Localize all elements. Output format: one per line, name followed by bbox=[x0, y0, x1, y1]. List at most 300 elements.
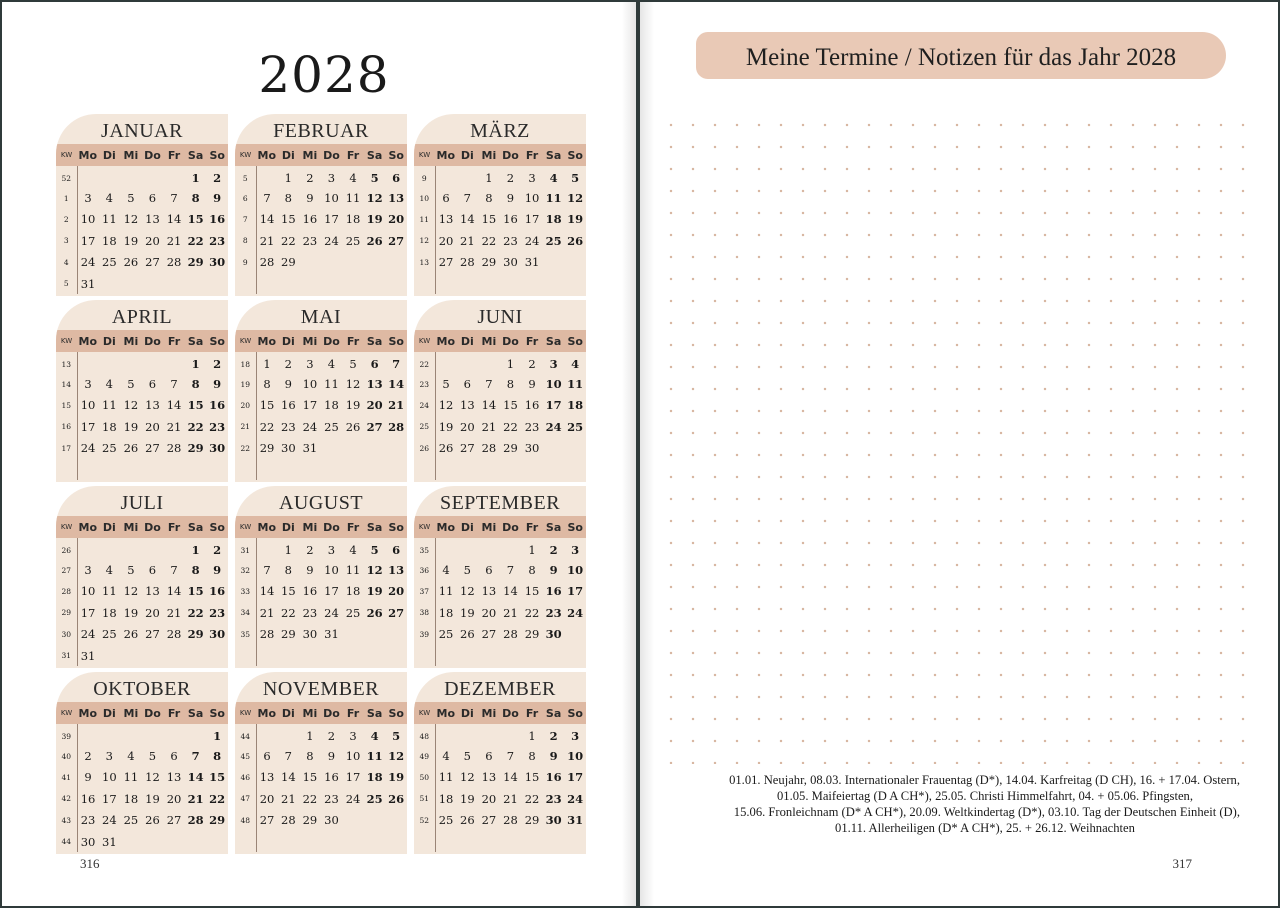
day-cell: 12 bbox=[460, 770, 475, 785]
day-cell bbox=[457, 831, 479, 852]
day-cell bbox=[120, 724, 142, 745]
day-cell: 15 bbox=[524, 584, 540, 599]
day-cell: 1 bbox=[485, 171, 493, 186]
day-cell: 26 bbox=[145, 813, 160, 828]
week-number: 7 bbox=[235, 209, 256, 230]
day-cell: 28 bbox=[503, 813, 518, 828]
day-cell: 16 bbox=[209, 398, 226, 413]
day-cell: 3 bbox=[327, 171, 336, 186]
day-cell bbox=[364, 273, 386, 294]
day-cell: 11 bbox=[438, 770, 454, 785]
day-cell: 5 bbox=[127, 377, 135, 392]
day-cell: 29 bbox=[524, 627, 540, 642]
day-cell: 19 bbox=[123, 605, 139, 620]
day-cell: 19 bbox=[460, 791, 475, 806]
week-number: 44 bbox=[235, 724, 256, 745]
day-cell: 21 bbox=[259, 233, 275, 248]
day-cell: 29 bbox=[187, 441, 204, 456]
weekday-header: Di bbox=[278, 330, 300, 352]
weekday-header: Do bbox=[500, 516, 522, 538]
day-cell: 5 bbox=[370, 171, 379, 186]
day-cell: 15 bbox=[281, 212, 296, 227]
day-cell: 24 bbox=[80, 441, 96, 456]
day-cell bbox=[364, 645, 386, 666]
day-cell: 18 bbox=[545, 212, 562, 227]
day-cell bbox=[435, 538, 457, 559]
day-cell: 1 bbox=[306, 729, 314, 744]
day-cell bbox=[185, 459, 207, 480]
week-row bbox=[235, 230, 407, 251]
day-cell bbox=[163, 273, 185, 294]
day-cell: 22 bbox=[209, 791, 226, 806]
day-cell: 10 bbox=[545, 377, 562, 392]
day-cell: 17 bbox=[324, 212, 339, 227]
day-cell: 4 bbox=[127, 749, 135, 764]
day-cell: 5 bbox=[370, 543, 379, 558]
gutter-shadow bbox=[622, 2, 636, 906]
week-row bbox=[56, 416, 228, 437]
week-row bbox=[414, 810, 586, 831]
day-cell bbox=[500, 538, 522, 559]
day-cell bbox=[342, 459, 364, 480]
week-row bbox=[56, 352, 228, 373]
kw-header: KW bbox=[235, 330, 256, 352]
day-cell bbox=[120, 831, 142, 852]
day-cell: 31 bbox=[524, 255, 540, 270]
week-row bbox=[235, 767, 407, 788]
day-cell: 1 bbox=[263, 357, 271, 372]
day-cell bbox=[299, 831, 321, 852]
day-cell: 27 bbox=[481, 627, 497, 642]
weekday-header: Do bbox=[142, 702, 164, 724]
month-table bbox=[56, 330, 228, 480]
day-cell: 8 bbox=[528, 563, 536, 578]
weekday-header: Mi bbox=[120, 330, 142, 352]
day-cell: 27 bbox=[145, 627, 160, 642]
day-cell: 15 bbox=[503, 398, 518, 413]
holiday-list bbox=[670, 772, 1240, 836]
day-cell: 4 bbox=[571, 357, 580, 372]
day-cell: 4 bbox=[442, 749, 450, 764]
week-row bbox=[235, 252, 407, 273]
week-row bbox=[56, 438, 228, 459]
day-cell bbox=[521, 645, 543, 666]
day-cell: 7 bbox=[263, 563, 271, 578]
week-number: 13 bbox=[56, 352, 77, 373]
month-name: DEZEMBER bbox=[444, 678, 556, 700]
day-cell bbox=[206, 645, 228, 666]
day-cell: 8 bbox=[528, 749, 536, 764]
day-cell: 20 bbox=[145, 233, 160, 248]
day-cell bbox=[120, 645, 142, 666]
day-cell: 11 bbox=[366, 749, 383, 764]
weekday-header: Do bbox=[321, 330, 343, 352]
day-cell: 5 bbox=[392, 729, 401, 744]
kw-header: KW bbox=[56, 702, 77, 724]
week-number: 42 bbox=[56, 788, 77, 809]
day-cell: 7 bbox=[506, 563, 515, 578]
day-cell: 24 bbox=[345, 791, 361, 806]
weekday-header: Mo bbox=[77, 144, 99, 166]
day-cell: 17 bbox=[324, 584, 339, 599]
day-cell: 18 bbox=[324, 398, 339, 413]
day-cell: 18 bbox=[567, 398, 584, 413]
weekday-header: Mi bbox=[299, 516, 321, 538]
week-row bbox=[56, 624, 228, 645]
kw-header: KW bbox=[414, 516, 435, 538]
day-cell: 11 bbox=[567, 377, 584, 392]
week-row bbox=[414, 166, 586, 187]
day-cell: 13 bbox=[366, 377, 383, 392]
day-cell: 21 bbox=[388, 398, 405, 413]
day-cell: 13 bbox=[145, 584, 160, 599]
day-cell bbox=[278, 273, 300, 294]
week-number: 40 bbox=[56, 745, 77, 766]
day-cell: 28 bbox=[166, 441, 182, 456]
day-cell bbox=[256, 831, 278, 852]
month-grid bbox=[56, 114, 586, 854]
day-cell: 28 bbox=[166, 255, 182, 270]
day-cell: 3 bbox=[84, 191, 92, 206]
day-cell bbox=[457, 273, 479, 294]
weekday-header: Di bbox=[99, 516, 121, 538]
day-cell: 23 bbox=[524, 419, 540, 434]
week-row bbox=[414, 724, 586, 745]
week-number: 29 bbox=[56, 602, 77, 623]
day-cell: 4 bbox=[442, 563, 450, 578]
day-cell: 10 bbox=[80, 398, 96, 413]
day-cell: 24 bbox=[102, 813, 117, 828]
week-row bbox=[235, 416, 407, 437]
week-number: 13 bbox=[414, 252, 435, 273]
day-cell: 23 bbox=[209, 605, 226, 620]
day-cell: 11 bbox=[438, 584, 454, 599]
weekday-header: Mo bbox=[435, 516, 457, 538]
weekday-header: Sa bbox=[543, 144, 565, 166]
weekday-header: Mi bbox=[478, 516, 500, 538]
day-cell bbox=[120, 273, 142, 294]
day-cell: 15 bbox=[209, 770, 226, 785]
day-cell: 26 bbox=[567, 233, 584, 248]
day-cell: 21 bbox=[259, 605, 275, 620]
day-cell: 6 bbox=[485, 749, 493, 764]
week-row bbox=[56, 395, 228, 416]
day-cell: 5 bbox=[148, 749, 157, 764]
day-cell: 23 bbox=[545, 791, 562, 806]
week-row bbox=[235, 352, 407, 373]
day-cell bbox=[299, 459, 321, 480]
day-cell: 26 bbox=[366, 605, 383, 620]
week-number bbox=[414, 273, 435, 294]
dot-grid-notes-area[interactable] bbox=[660, 114, 1250, 764]
day-cell bbox=[120, 538, 142, 559]
month-name: OKTOBER bbox=[93, 678, 191, 700]
week-number: 37 bbox=[414, 581, 435, 602]
day-cell: 27 bbox=[388, 233, 405, 248]
week-row bbox=[56, 745, 228, 766]
day-cell: 13 bbox=[388, 563, 405, 578]
week-row bbox=[56, 538, 228, 559]
day-cell bbox=[478, 352, 500, 373]
day-cell: 10 bbox=[302, 377, 318, 392]
month-name: AUGUST bbox=[278, 492, 364, 514]
weekday-header: Fr bbox=[521, 144, 543, 166]
day-cell bbox=[142, 724, 164, 745]
weekday-header: Mo bbox=[256, 144, 278, 166]
day-cell: 1 bbox=[191, 171, 200, 186]
week-number: 52 bbox=[56, 166, 77, 187]
page-number-left: 316 bbox=[80, 856, 100, 871]
day-cell: 27 bbox=[259, 813, 275, 828]
day-cell bbox=[185, 273, 207, 294]
day-cell: 25 bbox=[545, 233, 562, 248]
day-cell: 17 bbox=[567, 584, 584, 599]
month-name: APRIL bbox=[111, 306, 173, 328]
weekday-header: Di bbox=[99, 144, 121, 166]
day-cell: 10 bbox=[524, 191, 540, 206]
day-cell: 19 bbox=[123, 233, 139, 248]
day-cell: 25 bbox=[102, 255, 117, 270]
week-number bbox=[235, 645, 256, 666]
weekday-header: Mo bbox=[435, 702, 457, 724]
day-cell bbox=[543, 252, 565, 273]
day-cell: 22 bbox=[187, 233, 204, 248]
day-cell: 13 bbox=[259, 770, 275, 785]
day-cell bbox=[163, 645, 185, 666]
week-number: 11 bbox=[414, 209, 435, 230]
week-row bbox=[414, 745, 586, 766]
day-cell: 16 bbox=[302, 212, 318, 227]
day-cell: 20 bbox=[366, 398, 383, 413]
day-cell: 25 bbox=[123, 813, 139, 828]
day-cell bbox=[321, 459, 343, 480]
day-cell bbox=[500, 645, 522, 666]
week-number: 9 bbox=[235, 252, 256, 273]
weekday-header: Di bbox=[278, 144, 300, 166]
day-cell: 4 bbox=[349, 171, 357, 186]
month-calendar bbox=[235, 114, 407, 296]
week-row bbox=[414, 209, 586, 230]
week-row bbox=[414, 788, 586, 809]
right-page bbox=[640, 2, 1278, 906]
day-cell: 24 bbox=[80, 255, 96, 270]
day-cell: 11 bbox=[545, 191, 562, 206]
day-cell bbox=[120, 459, 142, 480]
day-cell bbox=[321, 438, 343, 459]
day-cell: 18 bbox=[123, 791, 139, 806]
day-cell bbox=[342, 810, 364, 831]
month-calendar bbox=[56, 672, 228, 854]
day-cell bbox=[256, 538, 278, 559]
day-cell: 6 bbox=[170, 749, 178, 764]
day-cell: 27 bbox=[460, 441, 475, 456]
day-cell: 2 bbox=[306, 171, 314, 186]
kw-header: KW bbox=[56, 516, 77, 538]
day-cell bbox=[342, 624, 364, 645]
day-cell: 17 bbox=[102, 791, 117, 806]
week-number: 8 bbox=[235, 230, 256, 251]
day-cell: 18 bbox=[345, 584, 361, 599]
day-cell: 30 bbox=[302, 627, 318, 642]
week-row bbox=[56, 252, 228, 273]
day-cell: 21 bbox=[460, 233, 475, 248]
week-number: 33 bbox=[235, 581, 256, 602]
month-table bbox=[56, 516, 228, 666]
week-row bbox=[235, 538, 407, 559]
day-cell: 30 bbox=[503, 255, 518, 270]
week-row bbox=[235, 166, 407, 187]
day-cell: 7 bbox=[263, 191, 271, 206]
day-cell bbox=[500, 459, 522, 480]
week-number: 38 bbox=[414, 602, 435, 623]
week-row bbox=[414, 624, 586, 645]
day-cell bbox=[478, 645, 500, 666]
day-cell: 16 bbox=[545, 584, 562, 599]
day-cell: 13 bbox=[388, 191, 405, 206]
weekday-header: Fr bbox=[342, 516, 364, 538]
day-cell: 9 bbox=[506, 191, 515, 206]
week-number: 15 bbox=[56, 395, 77, 416]
day-cell: 6 bbox=[148, 191, 157, 206]
weekday-header: So bbox=[385, 702, 407, 724]
day-cell: 8 bbox=[506, 377, 515, 392]
day-cell bbox=[99, 273, 121, 294]
day-cell bbox=[435, 166, 457, 187]
day-cell: 8 bbox=[191, 191, 200, 206]
day-cell bbox=[321, 831, 343, 852]
week-row bbox=[414, 581, 586, 602]
day-cell bbox=[99, 352, 121, 373]
day-cell: 9 bbox=[213, 191, 222, 206]
kw-header: KW bbox=[235, 702, 256, 724]
day-cell: 31 bbox=[80, 648, 96, 663]
day-cell: 22 bbox=[281, 233, 296, 248]
day-cell bbox=[385, 831, 407, 852]
day-cell: 11 bbox=[324, 377, 339, 392]
week-row bbox=[414, 831, 586, 852]
day-cell: 8 bbox=[191, 377, 200, 392]
day-cell: 9 bbox=[306, 563, 314, 578]
month-table bbox=[56, 144, 228, 294]
day-cell bbox=[435, 273, 457, 294]
day-cell bbox=[500, 724, 522, 745]
week-number: 21 bbox=[235, 416, 256, 437]
day-cell bbox=[278, 459, 300, 480]
day-cell bbox=[142, 166, 164, 187]
day-cell: 11 bbox=[345, 563, 361, 578]
day-cell: 3 bbox=[571, 543, 580, 558]
kw-header: KW bbox=[414, 144, 435, 166]
week-row bbox=[56, 373, 228, 394]
day-cell: 12 bbox=[345, 377, 361, 392]
weekday-header: So bbox=[385, 516, 407, 538]
day-cell bbox=[435, 352, 457, 373]
day-cell: 16 bbox=[80, 791, 96, 806]
day-cell bbox=[500, 273, 522, 294]
day-cell: 16 bbox=[209, 584, 226, 599]
week-number: 47 bbox=[235, 788, 256, 809]
day-cell bbox=[278, 831, 300, 852]
day-cell bbox=[521, 459, 543, 480]
week-row bbox=[235, 209, 407, 230]
day-cell: 3 bbox=[84, 377, 92, 392]
day-cell bbox=[564, 438, 586, 459]
weekday-header: Di bbox=[278, 702, 300, 724]
weekday-header: Sa bbox=[364, 330, 386, 352]
kw-header: KW bbox=[56, 330, 77, 352]
day-cell: 22 bbox=[503, 419, 518, 434]
day-cell: 21 bbox=[166, 419, 182, 434]
day-cell: 15 bbox=[187, 398, 204, 413]
day-cell bbox=[521, 831, 543, 852]
day-cell bbox=[99, 538, 121, 559]
day-cell: 14 bbox=[503, 770, 518, 785]
day-cell: 21 bbox=[481, 419, 497, 434]
day-cell bbox=[256, 724, 278, 745]
day-cell bbox=[77, 538, 99, 559]
week-number: 32 bbox=[235, 559, 256, 580]
day-cell: 29 bbox=[503, 441, 518, 456]
day-cell: 10 bbox=[324, 563, 339, 578]
day-cell: 25 bbox=[567, 419, 584, 434]
day-cell bbox=[299, 645, 321, 666]
day-cell: 8 bbox=[213, 749, 222, 764]
day-cell: 19 bbox=[123, 419, 139, 434]
day-cell: 14 bbox=[281, 770, 296, 785]
day-cell: 28 bbox=[281, 813, 296, 828]
day-cell bbox=[543, 273, 565, 294]
day-cell: 29 bbox=[259, 441, 275, 456]
day-cell bbox=[435, 459, 457, 480]
day-cell: 4 bbox=[549, 171, 558, 186]
weekday-header: Sa bbox=[185, 330, 207, 352]
day-cell: 30 bbox=[80, 834, 96, 849]
week-number: 10 bbox=[414, 187, 435, 208]
day-cell: 12 bbox=[567, 191, 584, 206]
week-row bbox=[414, 395, 586, 416]
weekday-header: So bbox=[385, 330, 407, 352]
weekday-header: Mo bbox=[256, 516, 278, 538]
day-cell: 2 bbox=[327, 729, 336, 744]
weekday-header: Do bbox=[500, 330, 522, 352]
week-row bbox=[414, 273, 586, 294]
day-cell: 27 bbox=[166, 813, 182, 828]
day-cell: 6 bbox=[148, 377, 157, 392]
day-cell bbox=[321, 252, 343, 273]
week-number: 50 bbox=[414, 767, 435, 788]
holiday-line: 01.05. Maifeiertag (D A CH*), 25.05. Christi Himmelfahrt, 04. + 05.06. Pfingsten, bbox=[776, 789, 1193, 803]
day-cell bbox=[385, 810, 407, 831]
day-cell bbox=[99, 166, 121, 187]
day-cell: 17 bbox=[80, 605, 96, 620]
day-cell bbox=[278, 724, 300, 745]
day-cell bbox=[163, 831, 185, 852]
week-number: 3 bbox=[56, 230, 77, 251]
day-cell: 7 bbox=[485, 377, 493, 392]
day-cell bbox=[543, 645, 565, 666]
day-cell: 2 bbox=[84, 749, 92, 764]
week-row bbox=[414, 252, 586, 273]
weekday-header: Mi bbox=[299, 330, 321, 352]
day-cell: 28 bbox=[388, 419, 405, 434]
month-table bbox=[235, 144, 407, 294]
day-cell bbox=[478, 724, 500, 745]
week-number: 31 bbox=[56, 645, 77, 666]
day-cell: 11 bbox=[102, 212, 117, 227]
weekday-header: Fr bbox=[342, 702, 364, 724]
day-cell bbox=[385, 252, 407, 273]
day-cell: 12 bbox=[438, 398, 454, 413]
